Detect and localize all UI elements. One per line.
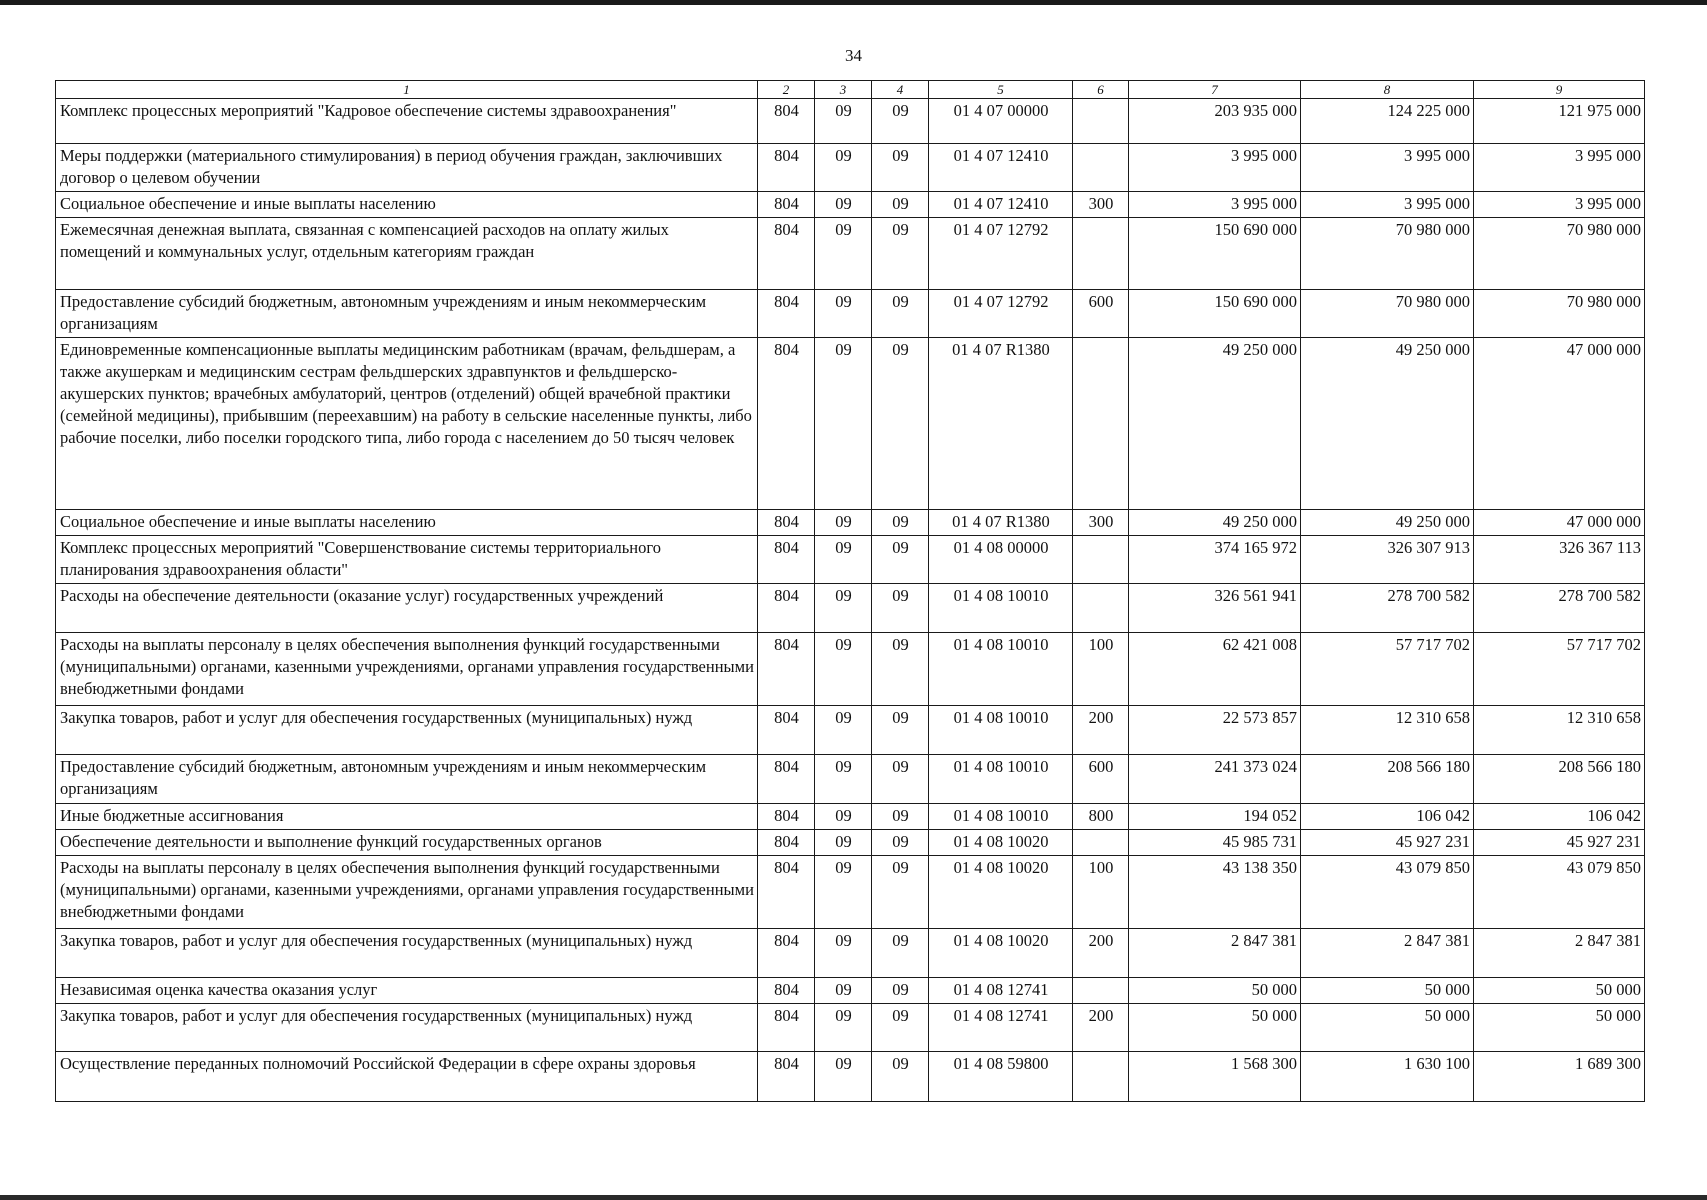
subsection-code: 09: [872, 290, 929, 338]
subsection-code: 09: [872, 192, 929, 218]
target-article-code: 01 4 08 10020: [929, 929, 1073, 978]
amount-col-8: 326 307 913: [1301, 536, 1474, 584]
section-code: 09: [815, 830, 872, 856]
col-header-7: 7: [1129, 81, 1301, 99]
ministry-code: 804: [758, 290, 815, 338]
ministry-code: 804: [758, 218, 815, 290]
row-name: Социальное обеспечение и иные выплаты населению: [56, 192, 758, 218]
row-name: Ежемесячная денежная выплата, связанная с компенсацией расходов на оплату жилых помещений и коммунальных услуг, отдельным категориям граждан: [56, 218, 758, 290]
table-row: [56, 978, 1645, 1004]
subsection-code: 09: [872, 510, 929, 536]
table-row: [56, 755, 1645, 804]
table-row: [56, 290, 1645, 338]
section-code: 09: [815, 633, 872, 706]
expense-type-code: [1073, 536, 1129, 584]
expense-type-code: 300: [1073, 192, 1129, 218]
row-name: Единовременные компенсационные выплаты медицинским работникам (врачам, фельдшерам, а также акушеркам и медицинским сестрам фельдшерских здравпунктов и фельдшерско-акушерских пунктов; врачебных амбулаторий, центров (отделений) общей врачебной практики (семейной медицины), прибывшим (переехавшим) на работу в сельские населенные пункты, либо рабочие поселки, либо поселки городского типа, либо города с населением до 50 тысяч человек: [56, 338, 758, 510]
row-name: Комплекс процессных мероприятий "Кадровое обеспечение системы здравоохранения": [56, 99, 758, 144]
row-name: Закупка товаров, работ и услуг для обеспечения государственных (муниципальных) нужд: [56, 706, 758, 755]
table-row: [56, 830, 1645, 856]
expense-type-code: 200: [1073, 1004, 1129, 1052]
amount-col-9: 121 975 000: [1474, 99, 1645, 144]
subsection-code: 09: [872, 856, 929, 929]
section-code: 09: [815, 929, 872, 978]
expense-type-code: 600: [1073, 290, 1129, 338]
target-article-code: 01 4 07 12410: [929, 144, 1073, 192]
amount-col-7: 49 250 000: [1129, 510, 1301, 536]
target-article-code: 01 4 08 10010: [929, 633, 1073, 706]
table-row: [56, 856, 1645, 929]
section-code: 09: [815, 536, 872, 584]
amount-col-8: 50 000: [1301, 1004, 1474, 1052]
amount-col-9: 43 079 850: [1474, 856, 1645, 929]
amount-col-9: 47 000 000: [1474, 338, 1645, 510]
ministry-code: 804: [758, 856, 815, 929]
row-name: Независимая оценка качества оказания услуг: [56, 978, 758, 1004]
amount-col-8: 124 225 000: [1301, 99, 1474, 144]
amount-col-8: 2 847 381: [1301, 929, 1474, 978]
expense-type-code: [1073, 830, 1129, 856]
target-article-code: 01 4 08 10020: [929, 830, 1073, 856]
amount-col-7: 150 690 000: [1129, 290, 1301, 338]
amount-col-8: 57 717 702: [1301, 633, 1474, 706]
ministry-code: 804: [758, 1004, 815, 1052]
amount-col-9: 50 000: [1474, 1004, 1645, 1052]
target-article-code: 01 4 08 59800: [929, 1052, 1073, 1102]
target-article-code: 01 4 08 10010: [929, 755, 1073, 804]
ministry-code: 804: [758, 633, 815, 706]
amount-col-8: 50 000: [1301, 978, 1474, 1004]
amount-col-9: 278 700 582: [1474, 584, 1645, 633]
amount-col-8: 3 995 000: [1301, 192, 1474, 218]
target-article-code: 01 4 07 R1380: [929, 510, 1073, 536]
target-article-code: 01 4 08 10010: [929, 584, 1073, 633]
target-article-code: 01 4 07 00000: [929, 99, 1073, 144]
expense-type-code: 100: [1073, 633, 1129, 706]
target-article-code: 01 4 07 R1380: [929, 338, 1073, 510]
amount-col-9: 3 995 000: [1474, 192, 1645, 218]
row-name: Расходы на выплаты персоналу в целях обеспечения выполнения функций государственными (муниципальными) органами, казенными учреждениями, органами управления государственными внебюджетными фондами: [56, 633, 758, 706]
ministry-code: 804: [758, 804, 815, 830]
target-article-code: 01 4 07 12792: [929, 290, 1073, 338]
expense-type-code: 200: [1073, 929, 1129, 978]
amount-col-7: 50 000: [1129, 1004, 1301, 1052]
ministry-code: 804: [758, 978, 815, 1004]
budget-table: [55, 80, 1645, 1102]
section-code: 09: [815, 192, 872, 218]
ministry-code: 804: [758, 1052, 815, 1102]
ministry-code: 804: [758, 755, 815, 804]
subsection-code: 09: [872, 584, 929, 633]
ministry-code: 804: [758, 830, 815, 856]
amount-col-7: 3 995 000: [1129, 192, 1301, 218]
row-name: Предоставление субсидий бюджетным, автономным учреждениям и иным некоммерческим организациям: [56, 290, 758, 338]
ministry-code: 804: [758, 929, 815, 978]
expense-type-code: 800: [1073, 804, 1129, 830]
expense-type-code: [1073, 144, 1129, 192]
expense-type-code: [1073, 218, 1129, 290]
expense-type-code: 300: [1073, 510, 1129, 536]
amount-col-8: 106 042: [1301, 804, 1474, 830]
col-header-2: 2: [758, 81, 815, 99]
subsection-code: 09: [872, 536, 929, 584]
col-header-9: 9: [1474, 81, 1645, 99]
section-code: 09: [815, 99, 872, 144]
column-number-row: [56, 81, 1645, 99]
target-article-code: 01 4 08 12741: [929, 978, 1073, 1004]
subsection-code: 09: [872, 218, 929, 290]
target-article-code: 01 4 08 10020: [929, 856, 1073, 929]
target-article-code: 01 4 08 12741: [929, 1004, 1073, 1052]
amount-col-7: 22 573 857: [1129, 706, 1301, 755]
subsection-code: 09: [872, 978, 929, 1004]
table-row: [56, 633, 1645, 706]
row-name: Осуществление переданных полномочий Российской Федерации в сфере охраны здоровья: [56, 1052, 758, 1102]
ministry-code: 804: [758, 99, 815, 144]
section-code: 09: [815, 290, 872, 338]
amount-col-9: 326 367 113: [1474, 536, 1645, 584]
expense-type-code: 100: [1073, 856, 1129, 929]
expense-type-code: 200: [1073, 706, 1129, 755]
table-row: [56, 99, 1645, 144]
amount-col-9: 70 980 000: [1474, 290, 1645, 338]
section-code: 09: [815, 1004, 872, 1052]
expense-type-code: [1073, 99, 1129, 144]
amount-col-7: 50 000: [1129, 978, 1301, 1004]
table-row: [56, 536, 1645, 584]
subsection-code: 09: [872, 755, 929, 804]
section-code: 09: [815, 338, 872, 510]
section-code: 09: [815, 584, 872, 633]
col-header-8: 8: [1301, 81, 1474, 99]
amount-col-8: 70 980 000: [1301, 218, 1474, 290]
amount-col-7: 43 138 350: [1129, 856, 1301, 929]
amount-col-9: 47 000 000: [1474, 510, 1645, 536]
amount-col-7: 326 561 941: [1129, 584, 1301, 633]
amount-col-9: 1 689 300: [1474, 1052, 1645, 1102]
table-row: [56, 510, 1645, 536]
section-code: 09: [815, 510, 872, 536]
ministry-code: 804: [758, 144, 815, 192]
amount-col-8: 12 310 658: [1301, 706, 1474, 755]
scan-bottom-edge: [0, 1195, 1707, 1200]
table-row: [56, 1004, 1645, 1052]
table-row: [56, 144, 1645, 192]
amount-col-7: 45 985 731: [1129, 830, 1301, 856]
section-code: 09: [815, 804, 872, 830]
subsection-code: 09: [872, 830, 929, 856]
row-name: Обеспечение деятельности и выполнение функций государственных органов: [56, 830, 758, 856]
scan-top-edge: [0, 0, 1707, 5]
col-header-1: 1: [56, 81, 758, 99]
amount-col-7: 2 847 381: [1129, 929, 1301, 978]
amount-col-7: 203 935 000: [1129, 99, 1301, 144]
amount-col-9: 3 995 000: [1474, 144, 1645, 192]
col-header-4: 4: [872, 81, 929, 99]
amount-col-9: 106 042: [1474, 804, 1645, 830]
target-article-code: 01 4 08 10010: [929, 804, 1073, 830]
row-name: Предоставление субсидий бюджетным, автономным учреждениям и иным некоммерческим организациям: [56, 755, 758, 804]
amount-col-7: 374 165 972: [1129, 536, 1301, 584]
table-row: [56, 218, 1645, 290]
ministry-code: 804: [758, 706, 815, 755]
amount-col-8: 43 079 850: [1301, 856, 1474, 929]
amount-col-8: 49 250 000: [1301, 338, 1474, 510]
amount-col-7: 194 052: [1129, 804, 1301, 830]
row-name: Закупка товаров, работ и услуг для обеспечения государственных (муниципальных) нужд: [56, 1004, 758, 1052]
section-code: 09: [815, 856, 872, 929]
subsection-code: 09: [872, 804, 929, 830]
amount-col-7: 150 690 000: [1129, 218, 1301, 290]
ministry-code: 804: [758, 192, 815, 218]
amount-col-7: 241 373 024: [1129, 755, 1301, 804]
amount-col-9: 12 310 658: [1474, 706, 1645, 755]
amount-col-7: 49 250 000: [1129, 338, 1301, 510]
amount-col-9: 70 980 000: [1474, 218, 1645, 290]
section-code: 09: [815, 218, 872, 290]
subsection-code: 09: [872, 929, 929, 978]
amount-col-9: 45 927 231: [1474, 830, 1645, 856]
expense-type-code: [1073, 1052, 1129, 1102]
section-code: 09: [815, 755, 872, 804]
expense-type-code: [1073, 338, 1129, 510]
table-row: [56, 338, 1645, 510]
table-row: [56, 192, 1645, 218]
section-code: 09: [815, 706, 872, 755]
ministry-code: 804: [758, 536, 815, 584]
amount-col-9: 57 717 702: [1474, 633, 1645, 706]
col-header-5: 5: [929, 81, 1073, 99]
amount-col-9: 2 847 381: [1474, 929, 1645, 978]
subsection-code: 09: [872, 99, 929, 144]
section-code: 09: [815, 978, 872, 1004]
amount-col-7: 1 568 300: [1129, 1052, 1301, 1102]
ministry-code: 804: [758, 584, 815, 633]
amount-col-8: 49 250 000: [1301, 510, 1474, 536]
amount-col-8: 70 980 000: [1301, 290, 1474, 338]
expense-type-code: [1073, 978, 1129, 1004]
page-number: 34: [845, 46, 862, 65]
row-name: Расходы на выплаты персоналу в целях обеспечения выполнения функций государственными (муниципальными) органами, казенными учреждениями, органами управления государственными внебюджетными фондами: [56, 856, 758, 929]
amount-col-8: 1 630 100: [1301, 1052, 1474, 1102]
ministry-code: 804: [758, 510, 815, 536]
target-article-code: 01 4 08 10010: [929, 706, 1073, 755]
target-article-code: 01 4 07 12792: [929, 218, 1073, 290]
amount-col-8: 3 995 000: [1301, 144, 1474, 192]
amount-col-9: 208 566 180: [1474, 755, 1645, 804]
subsection-code: 09: [872, 1052, 929, 1102]
row-name: Меры поддержки (материального стимулирования) в период обучения граждан, заключивших договор о целевом обучении: [56, 144, 758, 192]
table-row: [56, 1052, 1645, 1102]
target-article-code: 01 4 08 00000: [929, 536, 1073, 584]
row-name: Социальное обеспечение и иные выплаты населению: [56, 510, 758, 536]
amount-col-7: 62 421 008: [1129, 633, 1301, 706]
amount-col-8: 45 927 231: [1301, 830, 1474, 856]
target-article-code: 01 4 07 12410: [929, 192, 1073, 218]
table-row: [56, 804, 1645, 830]
subsection-code: 09: [872, 633, 929, 706]
subsection-code: 09: [872, 706, 929, 755]
col-header-3: 3: [815, 81, 872, 99]
table-row: [56, 584, 1645, 633]
amount-col-8: 278 700 582: [1301, 584, 1474, 633]
ministry-code: 804: [758, 338, 815, 510]
expense-type-code: [1073, 584, 1129, 633]
subsection-code: 09: [872, 1004, 929, 1052]
row-name: Расходы на обеспечение деятельности (оказание услуг) государственных учреждений: [56, 584, 758, 633]
col-header-6: 6: [1073, 81, 1129, 99]
subsection-code: 09: [872, 338, 929, 510]
expense-type-code: 600: [1073, 755, 1129, 804]
table-row: [56, 929, 1645, 978]
amount-col-8: 208 566 180: [1301, 755, 1474, 804]
row-name: Иные бюджетные ассигнования: [56, 804, 758, 830]
amount-col-7: 3 995 000: [1129, 144, 1301, 192]
row-name: Комплекс процессных мероприятий "Совершенствование системы территориального планирования здравоохранения области": [56, 536, 758, 584]
table-row: [56, 706, 1645, 755]
row-name: Закупка товаров, работ и услуг для обеспечения государственных (муниципальных) нужд: [56, 929, 758, 978]
section-code: 09: [815, 1052, 872, 1102]
section-code: 09: [815, 144, 872, 192]
subsection-code: 09: [872, 144, 929, 192]
amount-col-9: 50 000: [1474, 978, 1645, 1004]
